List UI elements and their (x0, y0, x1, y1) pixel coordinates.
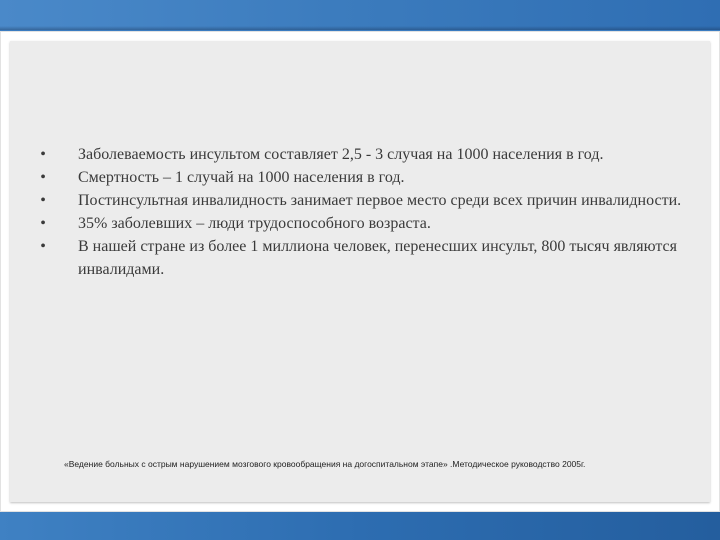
bullet-dot-icon: • (40, 169, 46, 186)
bullet-dot-icon: • (40, 146, 46, 163)
bullet-dot-icon: • (40, 238, 46, 255)
bullet-item (30, 166, 700, 189)
bullet-item (30, 235, 700, 281)
slide-panel (0, 31, 720, 512)
top-frame-bar (0, 0, 720, 30)
bullet-text: Заболеваемость инсультом составляет 2,5 - 3 случая на 1000 населения в год. (78, 146, 604, 163)
bullet-text: 35% заболевших – люди трудоспособного возраста. (78, 215, 431, 232)
bullet-dot-icon: • (40, 192, 46, 209)
bottom-frame-bar (0, 512, 720, 540)
bullet-item (30, 143, 700, 166)
bullet-text: В нашей стране из более 1 миллиона человек, перенесших инсульт, 800 тысяч являются инвалидами. (78, 238, 677, 278)
bullet-list (30, 143, 700, 281)
citation-footnote: «Ведение больных с острым нарушением мозгового кровообращения на догоспитальном этапе» .Методическое руководство 2005г. (64, 459, 586, 469)
bullet-text: Смертность – 1 случай на 1000 населения в год. (78, 169, 405, 186)
bullet-text: Постинсультная инвалидность занимает первое место среди всех причин инвалидности. (78, 192, 682, 209)
slide-content-area (10, 41, 710, 502)
bullet-dot-icon: • (40, 215, 46, 232)
bullet-item (30, 189, 700, 212)
bullet-item (30, 212, 700, 235)
